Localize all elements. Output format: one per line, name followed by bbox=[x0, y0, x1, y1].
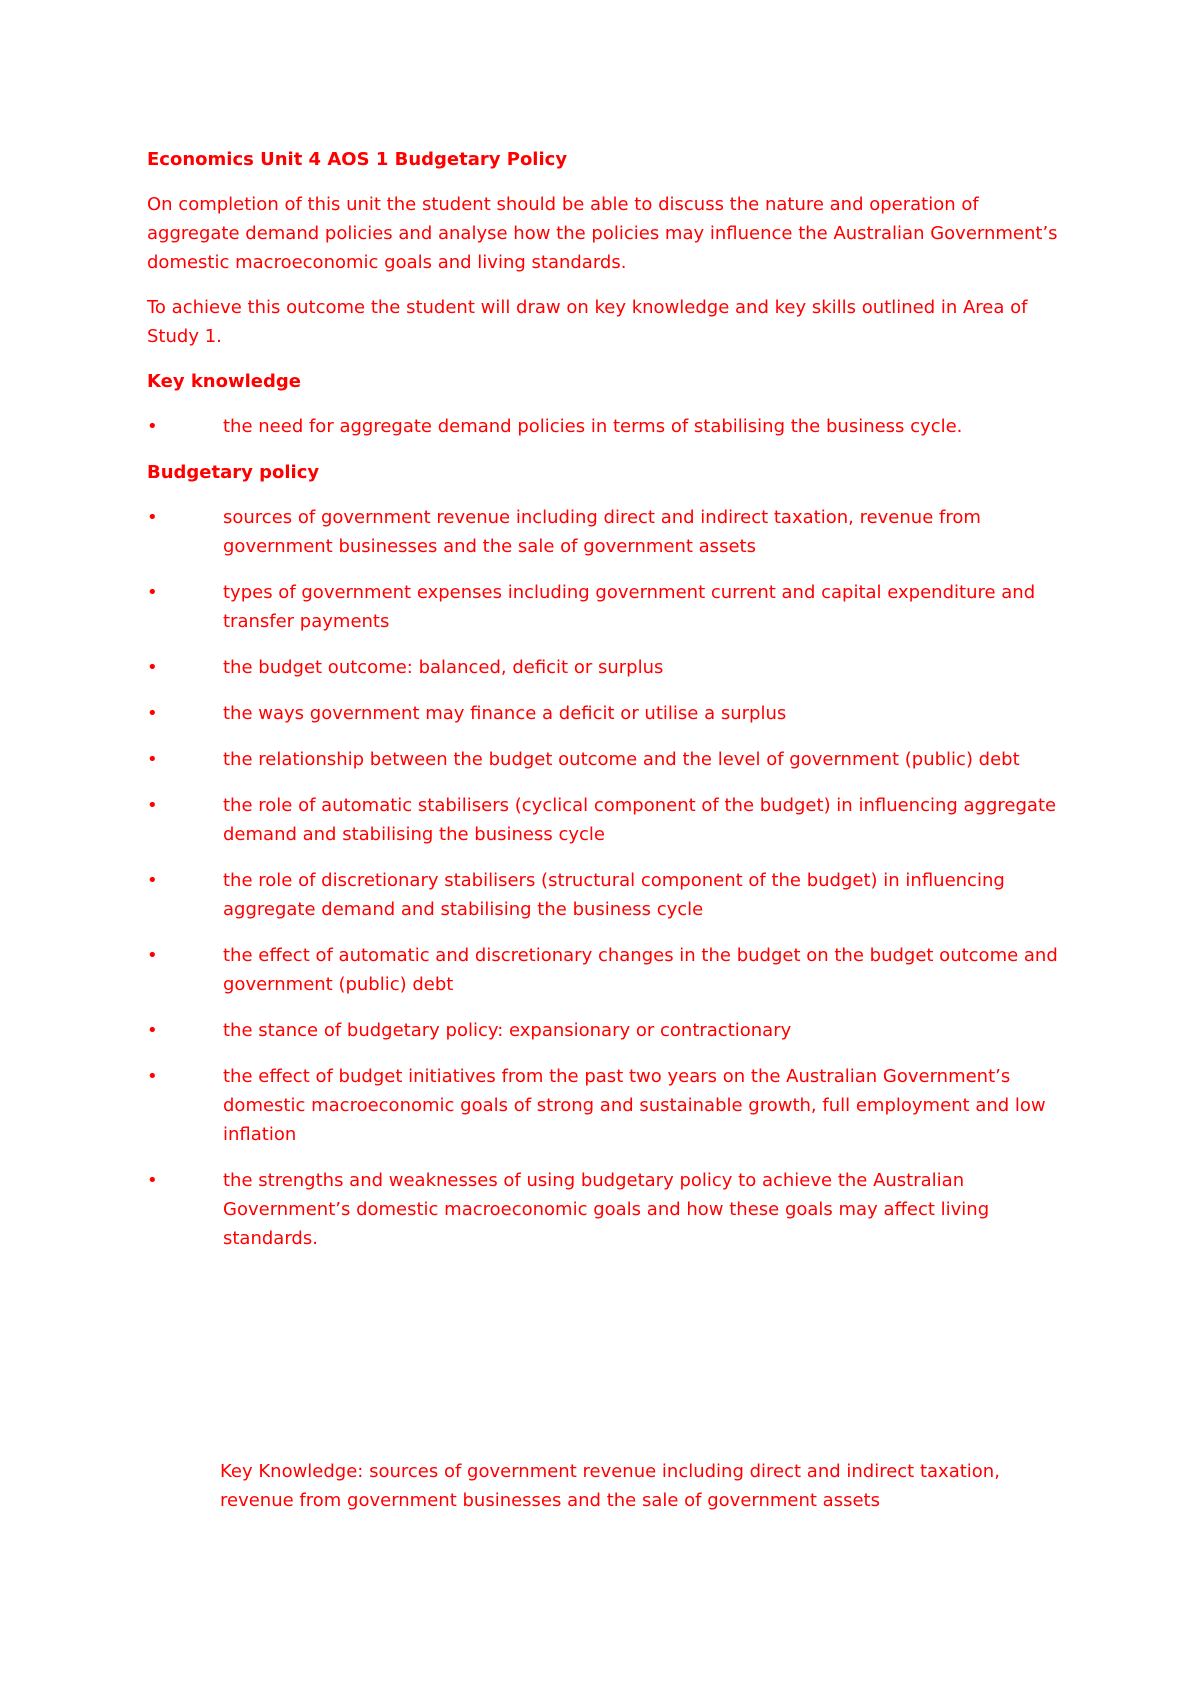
list-item-text: sources of government revenue including direct and indirect taxation, revenue from government businesses and the sale of government assets bbox=[223, 507, 981, 557]
document-title: Economics Unit 4 AOS 1 Budgetary Policy bbox=[147, 149, 568, 170]
bullet-icon: • bbox=[147, 945, 158, 966]
list-item bbox=[147, 745, 1067, 774]
bullet-icon: • bbox=[147, 703, 158, 724]
bullet-icon: • bbox=[147, 657, 158, 678]
list-item-text: types of government expenses including government current and capital expenditure and transfer payments bbox=[223, 582, 1036, 632]
list-item-text: the budget outcome: balanced, deficit or surplus bbox=[223, 657, 664, 678]
key-knowledge-heading: Key knowledge bbox=[147, 371, 301, 392]
budgetary-policy-heading: Budgetary policy bbox=[147, 462, 320, 483]
bullet-icon: • bbox=[147, 1020, 158, 1041]
list-item bbox=[147, 412, 1067, 441]
key-knowledge-note: Key Knowledge: sources of government revenue including direct and indirect taxation, revenue from government businesses and the sale of government assets bbox=[220, 1461, 1000, 1511]
list-item-text: the ways government may finance a deficit or utilise a surplus bbox=[223, 703, 787, 724]
list-item-text: the relationship between the budget outcome and the level of government (public) debt bbox=[223, 749, 1020, 770]
bullet-icon: • bbox=[147, 870, 158, 891]
list-item-text: the effect of automatic and discretionary changes in the budget on the budget outcome and government (public) debt bbox=[223, 945, 1058, 995]
bullet-icon: • bbox=[147, 582, 158, 603]
bullet-icon: • bbox=[147, 749, 158, 770]
bullet-icon: • bbox=[147, 1066, 158, 1087]
list-item bbox=[147, 1016, 1067, 1045]
list-item-text: the stance of budgetary policy: expansionary or contractionary bbox=[223, 1020, 792, 1041]
document-body bbox=[147, 145, 1067, 1270]
list-item bbox=[147, 503, 1067, 561]
outcome-paragraph: To achieve this outcome the student will draw on key knowledge and key skills outlined in Area of Study 1. bbox=[147, 297, 1028, 347]
list-item-text: the role of automatic stabilisers (cyclical component of the budget) in influencing aggregate demand and stabilising the business cycle bbox=[223, 795, 1057, 845]
list-item-text: the effect of budget initiatives from the past two years on the Australian Government’s domestic macroeconomic goals of strong and sustainable growth, full employment and low inflation bbox=[223, 1066, 1046, 1145]
list-item-text: the strengths and weaknesses of using budgetary policy to achieve the Australian Government’s domestic macroeconomic goals and how these goals may affect living standards. bbox=[223, 1170, 990, 1249]
budgetary-policy-list bbox=[147, 503, 1067, 1253]
list-item bbox=[147, 941, 1067, 999]
list-item-text: the role of discretionary stabilisers (structural component of the budget) in influencing aggregate demand and stabilising the business cycle bbox=[223, 870, 1005, 920]
bullet-icon: • bbox=[147, 416, 158, 437]
intro-paragraph: On completion of this unit the student should be able to discuss the nature and operation of aggregate demand policies and analyse how the policies may influence the Australian Government’s domestic macroeconomic goals and living standards. bbox=[147, 194, 1058, 273]
bullet-icon: • bbox=[147, 507, 158, 528]
list-item bbox=[147, 866, 1067, 924]
key-knowledge-list bbox=[147, 412, 1067, 441]
list-item bbox=[147, 653, 1067, 682]
list-item bbox=[147, 1062, 1067, 1149]
list-item bbox=[147, 791, 1067, 849]
bullet-icon: • bbox=[147, 1170, 158, 1191]
bullet-icon: • bbox=[147, 795, 158, 816]
list-item bbox=[147, 1166, 1067, 1253]
list-item bbox=[147, 578, 1067, 636]
list-item bbox=[147, 699, 1067, 728]
list-item-text: the need for aggregate demand policies in terms of stabilising the business cycle. bbox=[223, 416, 963, 437]
